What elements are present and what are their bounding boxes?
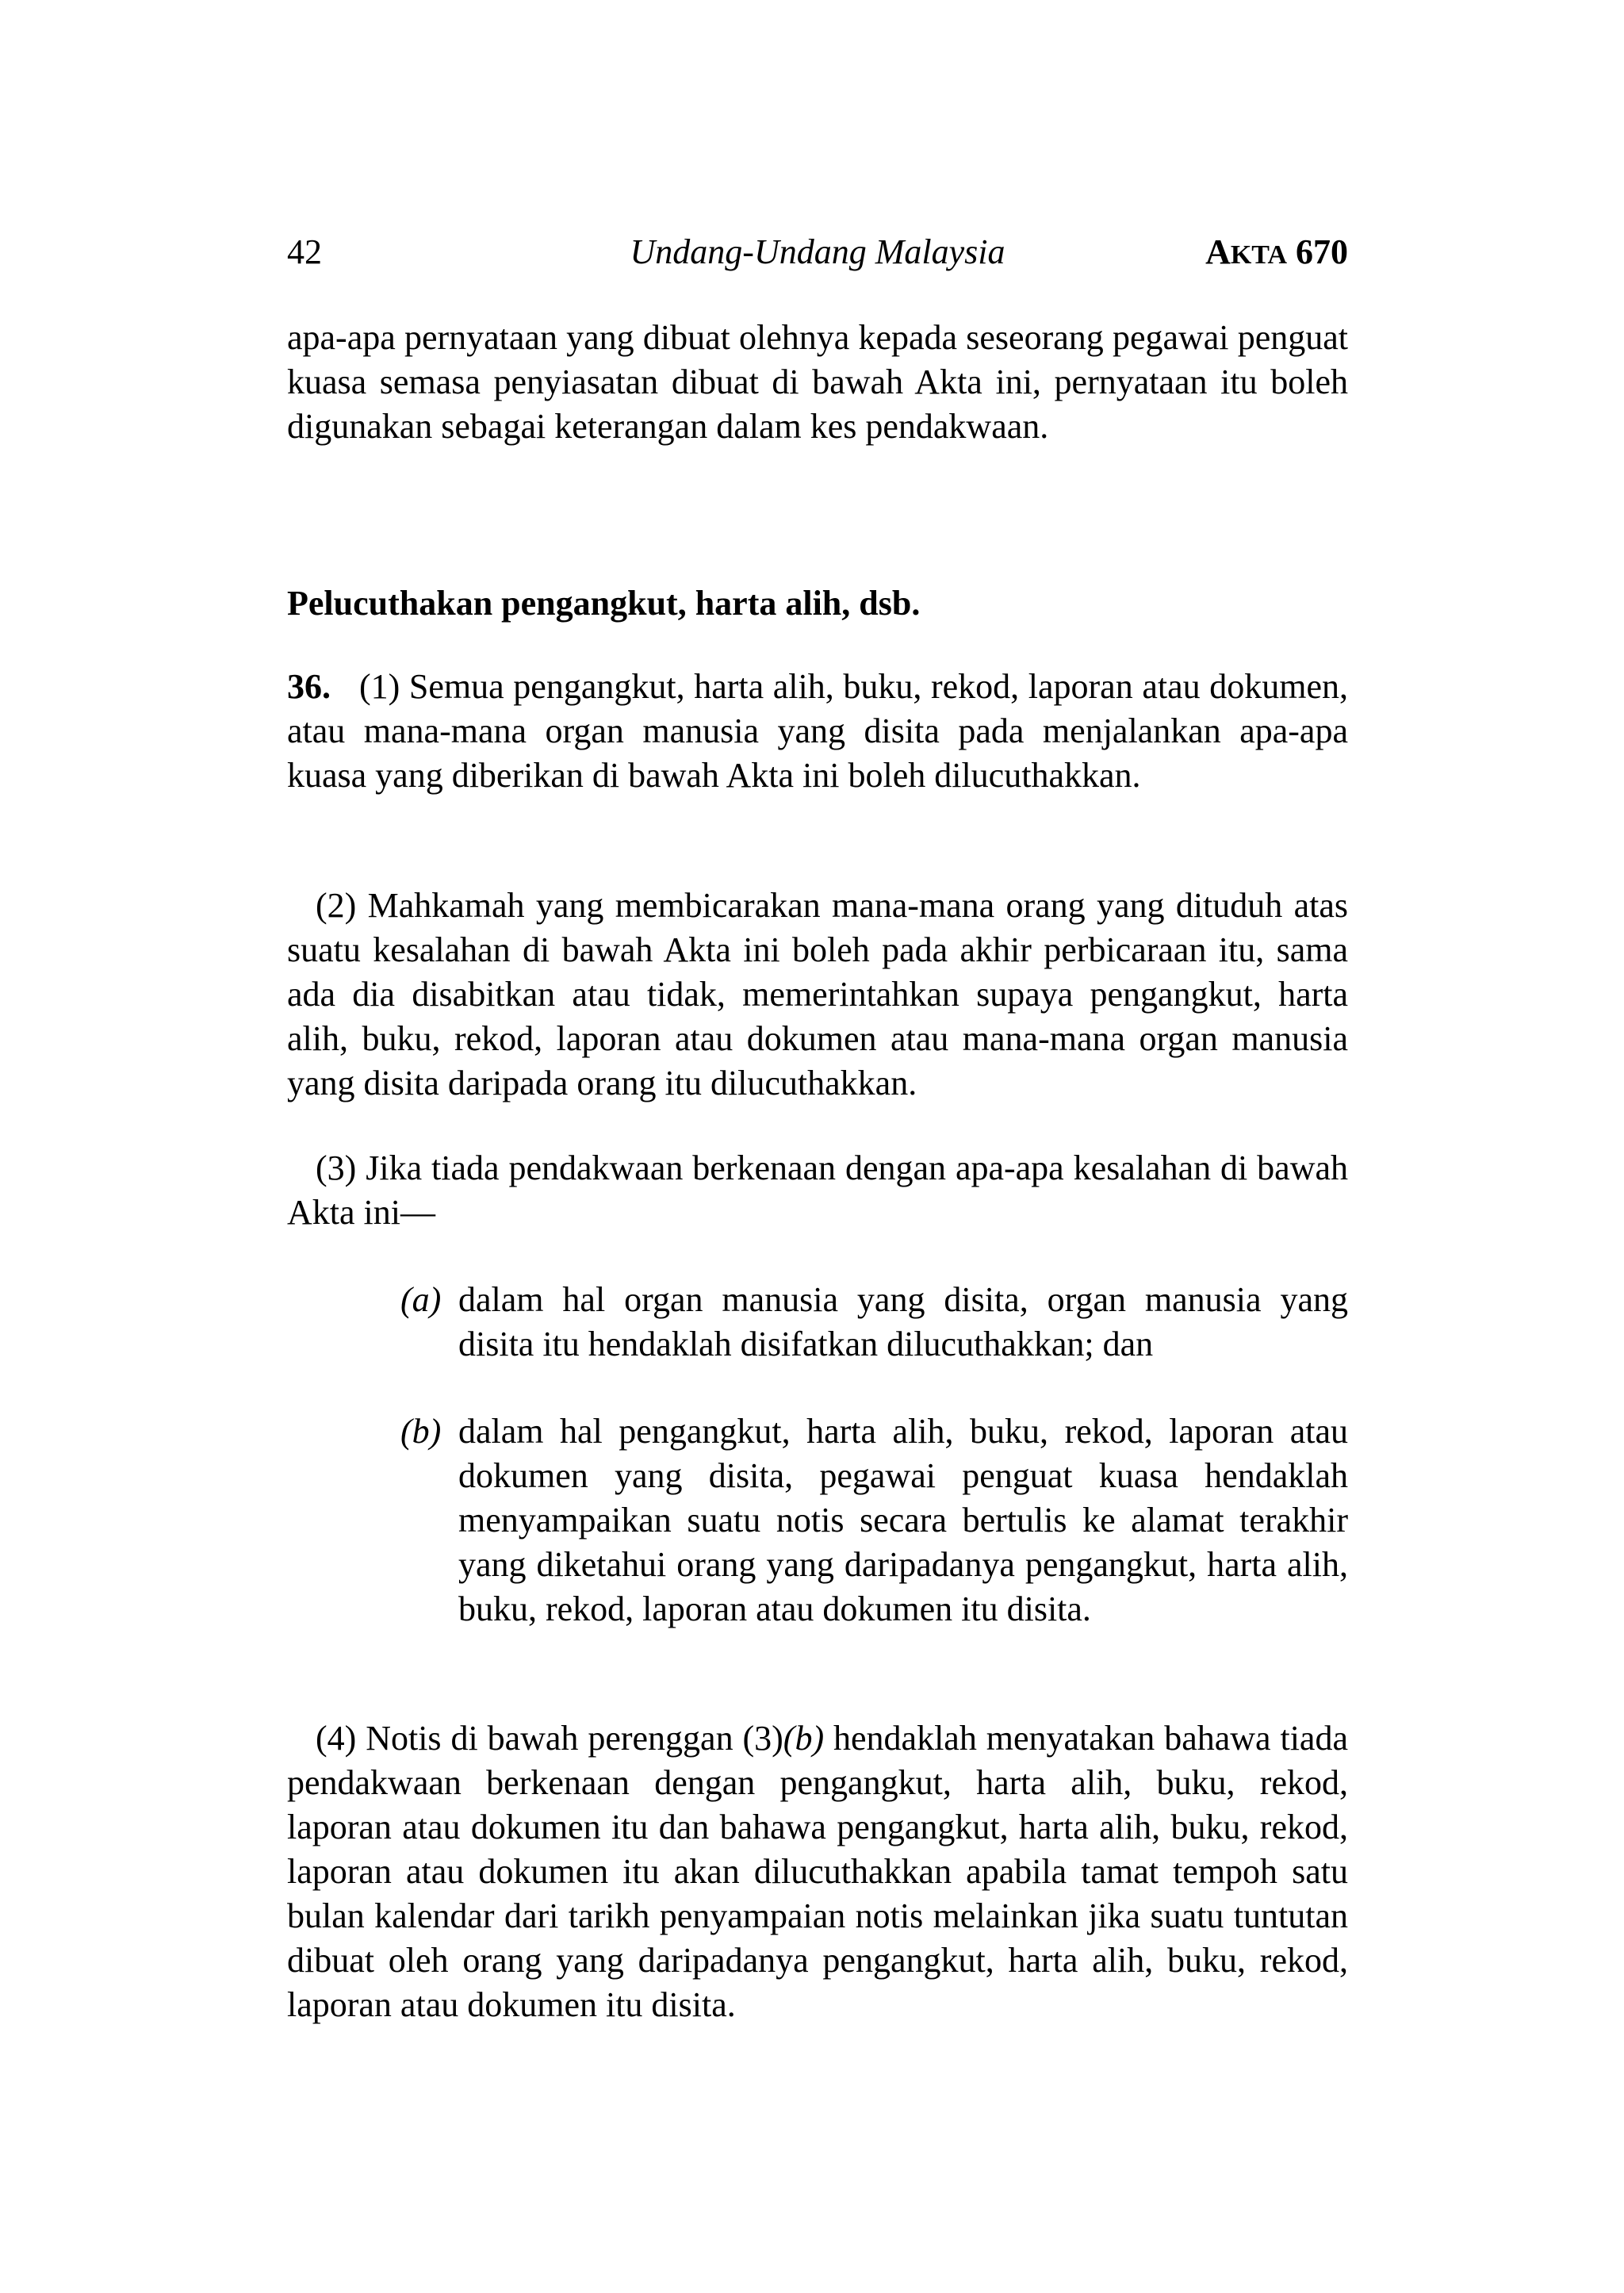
subsection-1: [287, 665, 1348, 798]
subsection-4-rest: hendaklah menyatakan bahawa tiada pendakwaan berkenaan dengan pengangkut, harta alih, buku, rekod, laporan atau dokumen itu dan bahawa pengangkut, harta alih, buku, rekod, laporan atau dokumen itu akan dilucuthakkan apabila tamat tempoh satu bulan kalendar dari tarikh penyampaian notis melainkan jika suatu tuntutan dibuat oleh orang yang daripadanya pengangkut, harta alih, buku, rekod, laporan atau dokumen itu disita.: [287, 1719, 1348, 2024]
subsection-4-start: (4) Notis di bawah perenggan (3): [316, 1719, 783, 1758]
book-title: Undang-Undang Malaysia: [630, 232, 1005, 271]
subsection-1-text: (1) Semua pengangkut, harta alih, buku, rekod, laporan atau dokumen, atau mana-mana organ manusia yang disita pada menjalankan apa-apa kuasa yang diberikan di bawah Akta ini boleh dilucuthakkan.: [287, 667, 1348, 795]
act-label: [1205, 224, 1348, 283]
paragraph-b: dalam hal pengangkut, harta alih, buku, rekod, laporan atau dokumen yang disita, pegawai penguat kuasa hendaklah menyampaikan suatu notis secara bertulis ke alamat terakhir yang diketahui orang yang daripadanya pengangkut, harta alih, buku, rekod, laporan atau dokumen itu disita.: [458, 1412, 1348, 1628]
subsection-2: (2) Mahkamah yang membicarakan mana-mana orang yang dituduh atas suatu kesalahan di bawah Akta ini boleh pada akhir perbicaraan itu, sama ada dia disabitkan atau tidak, memerintahkan supaya pengangkut, harta alih, buku, rekod, laporan atau dokumen atau mana-mana organ manusia yang disita daripada orang itu dilucuthakkan.: [287, 886, 1348, 1102]
act-number: 670: [1296, 232, 1348, 271]
section-number: 36.: [287, 667, 331, 706]
subsection-4: [287, 1716, 1348, 2027]
paragraph-a-label: (a): [400, 1280, 442, 1319]
page-number: 42: [287, 232, 322, 271]
act-prefix-big: A: [1205, 232, 1231, 271]
section-heading: Pelucuthakan pengangkut, harta alih, dsb.: [287, 584, 921, 623]
intro-paragraph: apa-apa pernyataan yang dibuat olehnya kepada seseorang pegawai penguat kuasa semasa penyiasatan dibuat di bawah Akta ini, pernyataan itu boleh digunakan sebagai keterangan dalam kes pendakwaan.: [287, 318, 1348, 446]
paragraph-a: dalam hal organ manusia yang disita, organ manusia yang disita itu hendaklah disifatkan dilucuthakkan; dan: [458, 1280, 1348, 1363]
subsection-4-ref: (b): [783, 1719, 825, 1758]
running-header: [287, 224, 1348, 280]
subsection-3: (3) Jika tiada pendakwaan berkenaan dengan apa-apa kesalahan di bawah Akta ini—: [287, 1148, 1348, 1232]
paragraph-b-label: (b): [400, 1412, 442, 1451]
act-prefix-small: KTA: [1230, 240, 1287, 270]
